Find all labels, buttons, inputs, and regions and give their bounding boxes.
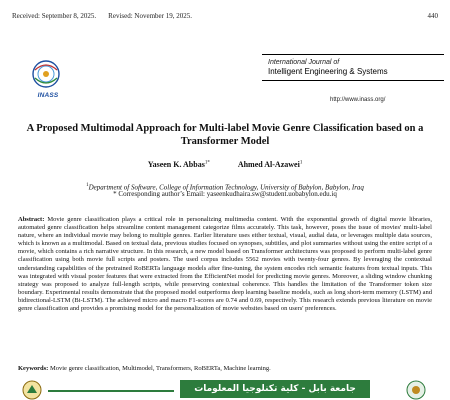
university-emblem-icon <box>22 380 42 400</box>
author-2-name: Ahmed Al-Azawei <box>237 160 300 169</box>
author-2 <box>238 160 303 169</box>
abstract-text: Movie genre classification plays a critical role in personalizing multimedia content. With the exponential growth of digital movie libraries, automated genre classification helps streamline content management categorize films accurately. This task, however, poses the issue of movies' multi-label nature, where an individual movie may belong to multiple genres. Earlier literature uses either textual, visual, audial data, or leverages multiple data sources, which is known as a multimodal. Based on textual data, previous studies focused on synopses, subtitles, and plot summaries without using the entire script of a movie, which contains a rich narrative structure. In this research, a new model based on Transformer architectures was proposed to perform multi-label genre classification using both movie full scripts and posters. The used corpus includes 5562 movies with twenty-four genres. By leveraging the contextual understanding capabilities of the pretrained RoBERTa language models after fine-tuning, the system encodes rich semantic features from textual inputs. This was integrated with visual poster features that were extracted from the EfficientNet model for predicting movie genres. Moreover, a sliding window chunking strategy was proposed to analyze full-length scripts, while preserving contextual coherence. This handles the limitation of the Transformer token size boundary. Experimental results demonstrate that the proposed model outperforms deep learning baseline models, such as long short-term memory (LSTM) and bidirectional-LSTM (Bi-LSTM). The achieved micro and macro F1-scores are 0.74 and 0.69, respectively. This research extends previous literature on movie genre classification and provides a promising model for the personalization of movie websites based on users' preferences. <box>18 216 432 313</box>
received-date: Received: September 8, 2025. <box>12 12 97 20</box>
footer-arabic-banner: جامعة بابل - كلية تكنلوجيا المعلومات <box>180 380 370 398</box>
author-1-name: Yaseen K. Abbas <box>147 160 205 169</box>
submission-dates <box>12 12 438 20</box>
affiliation-sup: 1 <box>86 183 89 188</box>
footer-divider <box>48 390 174 392</box>
journal-line1: International Journal of <box>268 59 340 66</box>
journal-name: Intelligent Engineering & Systems <box>268 67 388 76</box>
abstract-label: Abstract: <box>18 216 45 223</box>
keywords <box>18 365 432 373</box>
inass-logo <box>26 58 66 102</box>
page-number: 440 <box>427 12 438 20</box>
author-1 <box>148 160 210 169</box>
abstract <box>18 216 432 313</box>
author-2-sup: 1 <box>299 160 303 166</box>
journal-box <box>262 54 444 81</box>
affiliation-text: Department of Software, College of Information Technology, University of Babylon, Babylon, Iraq <box>88 183 364 192</box>
keywords-label: Keywords: <box>18 365 49 372</box>
keywords-text: Movie genre classification, Multimodel, Transformers, RoBERTa, Machine learning. <box>49 365 271 372</box>
college-emblem-icon <box>406 380 426 400</box>
paper-title: A Proposed Multimodal Approach for Multi-label Movie Genre Classification based on a Transformer Model <box>26 123 424 147</box>
inass-logo-icon <box>26 58 66 92</box>
authors <box>0 160 450 169</box>
revised-date: Revised: November 19, 2025. <box>108 12 192 20</box>
corresponding-author: * Corresponding author’s Email: yaseenkudhaira.sw@student.uobabylon.edu.iq <box>113 190 337 198</box>
journal-url[interactable]: http://www.inass.org/ <box>330 97 386 103</box>
logo-brand: INASS <box>37 92 59 99</box>
author-1-sup: 1* <box>204 160 210 166</box>
